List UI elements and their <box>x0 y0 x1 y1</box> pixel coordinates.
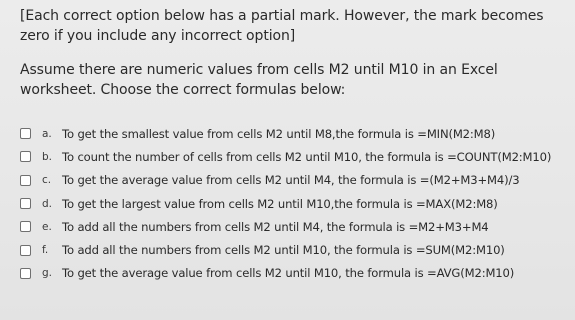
option-f-checkbox[interactable] <box>20 245 31 256</box>
option-c[interactable] <box>20 169 570 192</box>
option-b-letter: b. <box>42 150 53 163</box>
option-c-label: To get the average value from cells M2 until M4, the formula is =(M2+M3+M4)/3 <box>62 173 520 188</box>
option-g-checkbox[interactable] <box>20 268 31 279</box>
option-a-label: To get the smallest value from cells M2 until M8,the formula is =MIN(M2:M8) <box>62 126 496 141</box>
options-list <box>20 122 570 285</box>
option-g-letter: g. <box>42 267 53 280</box>
option-e-checkbox[interactable] <box>20 221 31 232</box>
option-b-checkbox[interactable] <box>20 151 31 162</box>
option-c-letter: c. <box>42 174 52 187</box>
option-a-letter: a. <box>42 127 52 140</box>
option-f-letter: f. <box>42 244 49 257</box>
option-g-label: To get the average value from cells M2 until M10, the formula is =AVG(M2:M10) <box>62 266 515 281</box>
option-d-letter: d. <box>42 197 53 210</box>
option-e-label: To add all the numbers from cells M2 until M4, the formula is =M2+M3+M4 <box>62 219 489 234</box>
option-b-label: To count the number of cells from cells M2 until M10, the formula is =COUNT(M2:M10) <box>62 149 552 164</box>
option-a-checkbox[interactable] <box>20 128 31 139</box>
option-e[interactable] <box>20 215 570 238</box>
option-c-checkbox[interactable] <box>20 175 31 186</box>
option-d-checkbox[interactable] <box>20 198 31 209</box>
question-text: Assume there are numeric values from cells M2 until M10 in an Excel worksheet. Choose the correct formulas below: <box>20 62 498 98</box>
option-b[interactable] <box>20 145 570 168</box>
option-g[interactable] <box>20 262 570 285</box>
option-f-label: To add all the numbers from cells M2 until M10, the formula is =SUM(M2:M10) <box>62 243 505 258</box>
option-e-letter: e. <box>42 220 52 233</box>
option-f[interactable] <box>20 238 570 261</box>
option-a[interactable] <box>20 122 570 145</box>
instruction-text: [Each correct option below has a partial mark. However, the mark becomes zero if you include any incorrect option] <box>20 8 544 44</box>
option-d[interactable] <box>20 192 570 215</box>
option-d-label: To get the largest value from cells M2 until M10,the formula is =MAX(M2:M8) <box>62 196 498 211</box>
